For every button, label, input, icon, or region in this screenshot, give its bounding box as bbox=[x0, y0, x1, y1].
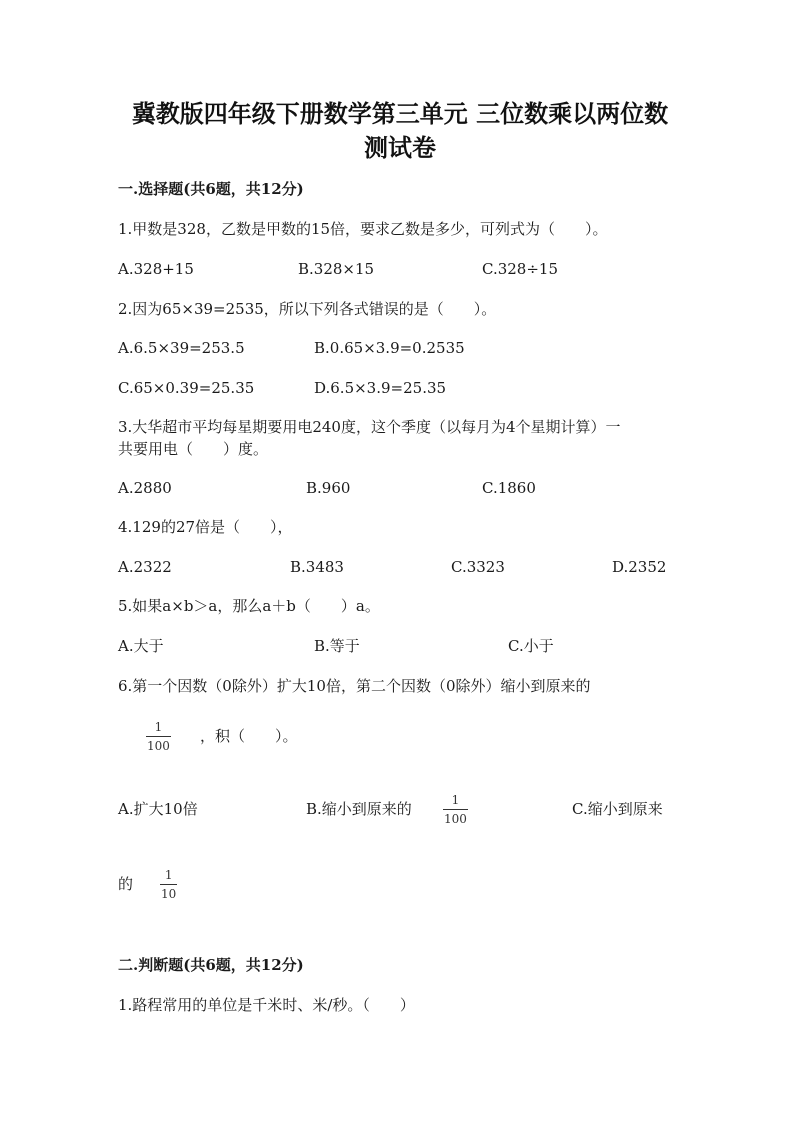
question-3-option-c[interactable]: C.1860 bbox=[482, 479, 536, 497]
question-6-option-c-fraction bbox=[160, 868, 177, 901]
question-6-option-b-fraction bbox=[443, 793, 468, 826]
question-1-option-c[interactable]: C.328÷15 bbox=[482, 260, 558, 278]
fraction-numerator: 1 bbox=[164, 868, 173, 882]
question-5-option-c[interactable]: C.小于 bbox=[508, 637, 554, 655]
question-4-option-d[interactable]: D.2352 bbox=[612, 558, 667, 576]
question-3-option-b[interactable]: B.960 bbox=[306, 479, 351, 497]
question-3-stem-line1: 3.大华超市平均每星期要用电240度，这个季度（以每月为4个星期计算）一 bbox=[118, 418, 621, 436]
question-5-stem: 5.如果a×b＞a，那么a＋b（ ）a。 bbox=[118, 597, 380, 615]
question-6-stem-line2: ，积（ ）。 bbox=[200, 727, 298, 745]
page-title-line1: 冀教版四年级下册数学第三单元 三位数乘以两位数 bbox=[131, 99, 669, 128]
fraction-numerator: 1 bbox=[154, 720, 163, 734]
fraction-denominator: 10 bbox=[161, 887, 177, 901]
question-5-option-b[interactable]: B.等于 bbox=[314, 637, 360, 655]
question-4-option-b[interactable]: B.3483 bbox=[290, 558, 344, 576]
question-6-stem-line1: 6.第一个因数（0除外）扩大10倍，第二个因数（0除外）缩小到原来的 bbox=[118, 677, 591, 695]
page-title-line2: 测试卷 bbox=[364, 133, 436, 162]
question-6-option-c[interactable]: C.缩小到原来 bbox=[572, 800, 663, 818]
question-2-option-c[interactable]: C.65×0.39=25.35 bbox=[118, 379, 255, 397]
question-4-stem: 4.129的27倍是（ ）， bbox=[118, 518, 293, 536]
fraction-denominator: 100 bbox=[147, 739, 170, 753]
question-6-option-c-continued: 的 bbox=[118, 875, 134, 893]
question-6-option-a[interactable]: A.扩大10倍 bbox=[118, 800, 198, 818]
question-2-option-d[interactable]: D.6.5×3.9=25.35 bbox=[314, 379, 447, 397]
question-6-option-b[interactable]: B.缩小到原来的 bbox=[306, 800, 412, 818]
section-heading-choice: 一.选择题(共6题，共12分) bbox=[118, 180, 304, 198]
fraction-numerator: 1 bbox=[451, 793, 460, 807]
question-2-option-a[interactable]: A.6.5×39=253.5 bbox=[118, 339, 245, 357]
question-4-option-c[interactable]: C.3323 bbox=[451, 558, 505, 576]
section-heading-true-false: 二.判断题(共6题，共12分) bbox=[118, 956, 304, 974]
question-2-option-b[interactable]: B.0.65×3.9=0.2535 bbox=[314, 339, 465, 357]
question-3-option-a[interactable]: A.2880 bbox=[118, 479, 172, 497]
fraction-bar bbox=[160, 884, 177, 885]
fraction-denominator: 100 bbox=[444, 812, 467, 826]
question-1-option-a[interactable]: A.328+15 bbox=[118, 260, 194, 278]
tf-question-1-stem: 1.路程常用的单位是千米时、米/秒。（ ） bbox=[118, 996, 415, 1014]
question-4-option-a[interactable]: A.2322 bbox=[118, 558, 172, 576]
question-3-stem-line2: 共要用电（ ）度。 bbox=[118, 440, 269, 458]
question-1-option-b[interactable]: B.328×15 bbox=[298, 260, 375, 278]
fraction-bar bbox=[146, 736, 171, 737]
question-5-option-a[interactable]: A.大于 bbox=[118, 637, 164, 655]
fraction-bar bbox=[443, 809, 468, 810]
question-2-stem: 2.因为65×39=2535，所以下列各式错误的是（ ）。 bbox=[118, 300, 497, 318]
question-6-fraction-1-100 bbox=[146, 720, 171, 753]
question-1-stem: 1.甲数是328，乙数是甲数的15倍，要求乙数是多少，可列式为（ ）。 bbox=[118, 220, 608, 238]
